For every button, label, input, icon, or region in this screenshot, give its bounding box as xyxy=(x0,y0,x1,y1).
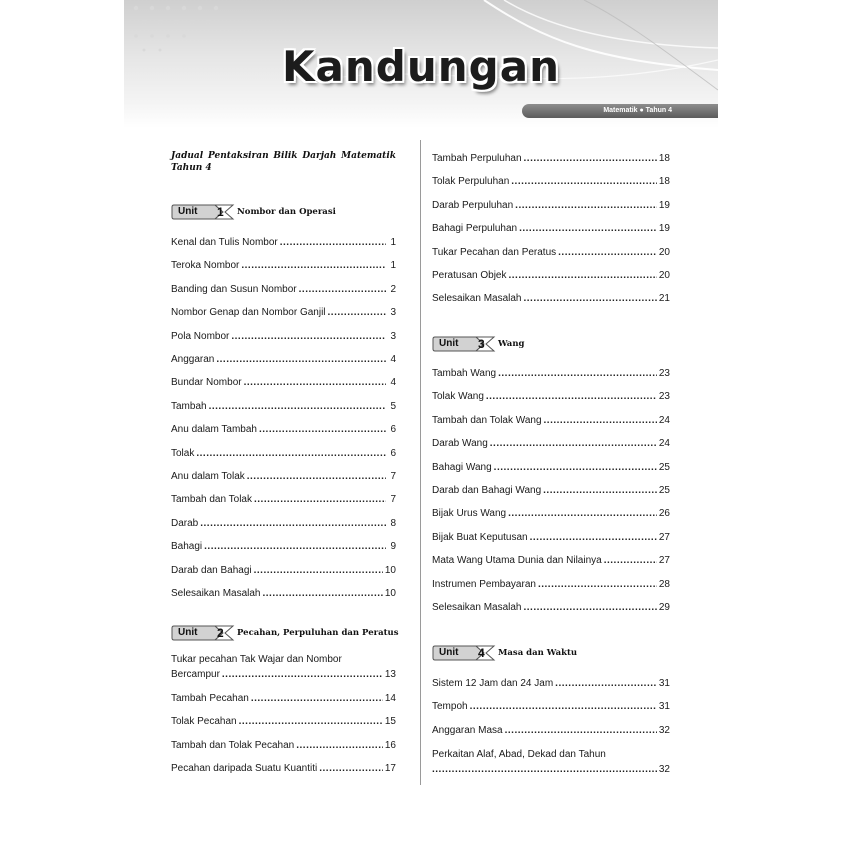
toc-page-number: 10 xyxy=(384,564,396,576)
toc-entry[interactable] xyxy=(171,515,396,529)
leader-dots xyxy=(247,472,386,482)
toc-page-number: 4 xyxy=(390,377,396,389)
toc-entry-label: Tukar pecahan Tak Wajar dan Nombor xyxy=(171,654,342,665)
unit-title: Masa dan Waktu xyxy=(498,648,578,658)
leader-dots xyxy=(470,702,657,712)
toc-entry[interactable] xyxy=(432,267,670,281)
toc-entry[interactable] xyxy=(432,482,670,496)
unit-badge xyxy=(171,625,235,641)
leader-dots xyxy=(254,566,383,576)
leader-dots xyxy=(216,355,386,365)
leader-dots xyxy=(200,519,386,529)
toc-page-number: 24 xyxy=(658,414,670,426)
toc-page-number: 31 xyxy=(658,701,670,713)
toc-entry[interactable] xyxy=(171,374,396,388)
leader-dots xyxy=(209,402,386,412)
toc-entry-label: Selesaikan Masalah xyxy=(432,602,522,613)
toc-entry[interactable] xyxy=(432,722,670,736)
toc-page-number: 31 xyxy=(658,678,670,689)
toc-page-number: 27 xyxy=(658,555,670,567)
toc-entry-label: Tambah Pecahan xyxy=(171,693,249,704)
toc-page-number: 9 xyxy=(390,541,396,553)
toc-entry[interactable] xyxy=(432,505,670,519)
toc-entry-label: Pola Nombor xyxy=(171,330,230,342)
toc-entry-label: Darab dan Bahagi xyxy=(171,564,252,576)
unit-header xyxy=(432,336,524,352)
toc-entry-label: Tempoh xyxy=(432,701,468,713)
leader-dots xyxy=(515,201,657,211)
toc-page-number: 3 xyxy=(390,330,396,342)
toc-entry-label-continued: Bercampur xyxy=(171,669,220,680)
leader-dots xyxy=(263,589,383,599)
toc-entry[interactable] xyxy=(171,445,396,459)
toc-entry-label: Tolak Pecahan xyxy=(171,716,237,728)
unit-header xyxy=(171,625,399,641)
toc-entry[interactable] xyxy=(171,654,396,680)
toc-page-number: 7 xyxy=(390,494,396,506)
toc-entry-label: Pecahan daripada Suatu Kuantiti xyxy=(171,763,318,775)
unit-title: Nombor dan Operasi xyxy=(237,207,336,217)
leader-dots xyxy=(222,670,383,680)
leader-dots xyxy=(604,556,657,566)
unit-title: Pecahan, Perpuluhan dan Peratus xyxy=(237,628,399,638)
toc-entry[interactable] xyxy=(432,388,670,402)
leader-dots xyxy=(509,271,657,281)
toc-entry[interactable] xyxy=(171,737,396,751)
toc-page-number: 29 xyxy=(658,602,670,613)
toc-page-number: 2 xyxy=(390,283,396,295)
leader-dots xyxy=(486,392,657,402)
leader-dots xyxy=(538,580,657,590)
leader-dots xyxy=(231,332,386,342)
toc-entry[interactable] xyxy=(432,150,670,164)
toc-entry-label: Tambah dan Tolak xyxy=(171,494,252,506)
toc-page-number: 19 xyxy=(658,199,670,211)
toc-page-number: 21 xyxy=(658,293,670,305)
toc-page-number: 6 xyxy=(390,447,396,459)
toc-entry-label: Darab xyxy=(171,517,199,529)
leader-dots xyxy=(259,425,386,435)
toc-entry[interactable] xyxy=(432,220,670,234)
toc-entry[interactable] xyxy=(432,529,670,543)
toc-page-number: 18 xyxy=(658,176,670,188)
toc-page-number: 27 xyxy=(658,531,670,543)
leader-dots xyxy=(319,764,383,774)
toc-entry-label: Anu dalam Tolak xyxy=(171,471,245,482)
toc-entry-label: Darab Wang xyxy=(432,438,488,450)
toc-entry[interactable] xyxy=(171,281,396,295)
leader-dots xyxy=(299,285,386,295)
toc-entry-label: Darab dan Bahagi Wang xyxy=(432,485,542,496)
leader-dots xyxy=(511,177,657,187)
leader-dots xyxy=(432,765,657,775)
toc-page-number: 1 xyxy=(390,237,396,248)
unit-badge xyxy=(432,336,496,352)
leader-dots xyxy=(519,224,657,234)
toc-entry[interactable] xyxy=(171,713,396,727)
toc-entry[interactable] xyxy=(432,244,670,258)
leader-dots xyxy=(196,449,386,459)
leader-dots xyxy=(239,717,383,727)
toc-entry-label: Mata Wang Utama Dunia dan Nilainya xyxy=(432,555,602,567)
toc-page-number: 3 xyxy=(390,307,396,319)
leader-dots xyxy=(524,294,657,304)
toc-entry[interactable] xyxy=(171,351,396,365)
toc-entry[interactable] xyxy=(171,421,396,435)
toc-entry-label: Banding dan Susun Nombor xyxy=(171,283,297,295)
leader-dots xyxy=(505,726,657,736)
toc-entry[interactable] xyxy=(432,435,670,449)
toc-page-number: 28 xyxy=(658,578,670,590)
toc-page-number: 8 xyxy=(390,517,396,529)
toc-page-number: 14 xyxy=(384,693,396,704)
unit-number: 1 xyxy=(217,205,224,219)
toc-entry[interactable] xyxy=(171,491,396,505)
unit-label: Unit xyxy=(439,338,459,349)
toc-entry-label: Tukar Pecahan dan Peratus xyxy=(432,246,557,258)
toc-entry[interactable] xyxy=(171,234,396,248)
toc-entry-label: Bijak Urus Wang xyxy=(432,508,507,520)
toc-entry-label: Bundar Nombor xyxy=(171,377,242,389)
unit-label: Unit xyxy=(439,647,459,658)
unit-header xyxy=(171,204,336,220)
toc-entry-label: Peratusan Objek xyxy=(432,270,507,281)
leader-dots xyxy=(543,486,657,496)
toc-entry-label: Anu dalam Tambah xyxy=(171,424,257,436)
toc-page-number: 13 xyxy=(384,669,396,680)
leader-dots xyxy=(524,603,657,613)
toc-page-number: 17 xyxy=(384,763,396,775)
toc-entry-label: Teroka Nombor xyxy=(171,260,240,272)
toc-entry-label: Selesaikan Masalah xyxy=(432,293,522,305)
toc-page-number: 7 xyxy=(390,471,396,482)
toc-entry-label: Tambah xyxy=(171,400,207,412)
toc-entry[interactable] xyxy=(432,197,670,211)
leader-dots xyxy=(530,533,657,543)
toc-page-number: 6 xyxy=(390,424,396,436)
toc-entry[interactable] xyxy=(432,173,670,187)
toc-entry-label: Bahagi Wang xyxy=(432,461,492,473)
toc-page-number: 25 xyxy=(658,485,670,496)
leader-dots xyxy=(328,308,386,318)
leader-dots xyxy=(524,154,657,164)
subject-tag: Matematik ● Tahun 4 xyxy=(522,104,718,118)
toc-entry[interactable] xyxy=(171,585,396,599)
toc-entry-label: Darab Perpuluhan xyxy=(432,199,514,211)
unit-number: 3 xyxy=(478,337,485,351)
toc-entry-label: Bahagi Perpuluhan xyxy=(432,223,518,235)
leader-dots xyxy=(254,495,386,505)
toc-page-number: 10 xyxy=(384,588,396,599)
toc-page-number: 4 xyxy=(390,354,396,365)
toc-entry[interactable] xyxy=(432,698,670,712)
toc-entry-label: Kenal dan Tulis Nombor xyxy=(171,237,278,248)
toc-entry-label: Sistem 12 Jam dan 24 Jam xyxy=(432,678,554,689)
leader-dots xyxy=(544,416,657,426)
unit-number: 4 xyxy=(478,646,485,660)
unit-label: Unit xyxy=(178,206,198,217)
unit-number: 2 xyxy=(217,626,224,640)
toc-entry[interactable] xyxy=(432,552,670,566)
toc-entry-label: Anggaran xyxy=(171,354,215,365)
toc-entry[interactable] xyxy=(432,599,670,613)
toc-entry-label: Tambah Wang xyxy=(432,368,497,379)
page-header xyxy=(124,0,718,128)
leader-dots xyxy=(494,463,657,473)
toc-entry-label: Bijak Buat Keputusan xyxy=(432,531,528,543)
toc-entry[interactable] xyxy=(171,328,396,342)
leader-dots xyxy=(555,679,657,689)
unit-header xyxy=(432,645,577,661)
toc-page-number: 26 xyxy=(658,508,670,520)
leader-dots xyxy=(296,741,383,751)
page-title: Kandungan xyxy=(282,42,560,91)
toc-entry-label: Anggaran Masa xyxy=(432,724,503,736)
toc-page-number: 1 xyxy=(390,260,396,272)
column-divider xyxy=(420,140,421,785)
toc-entry-label: Tolak xyxy=(171,447,195,459)
toc-entry-label: Tambah Perpuluhan xyxy=(432,153,522,164)
toc-page-number: 24 xyxy=(658,438,670,450)
intro-heading: Jadual Pentaksiran Bilik Darjah Matematik Tahun 4 xyxy=(171,151,396,173)
unit-title: Wang xyxy=(498,339,525,349)
toc-page-number: 23 xyxy=(658,391,670,403)
toc-entry[interactable] xyxy=(171,468,396,482)
toc-entry[interactable] xyxy=(171,760,396,774)
toc-entry[interactable] xyxy=(432,459,670,473)
leader-dots xyxy=(244,378,386,388)
toc-entry[interactable] xyxy=(432,365,670,379)
unit-badge xyxy=(432,645,496,661)
toc-entry[interactable] xyxy=(171,538,396,552)
toc-entry-label: Nombor Genap dan Nombor Ganjil xyxy=(171,307,326,319)
toc-entry-label: Instrumen Pembayaran xyxy=(432,578,536,590)
toc-entry-label: Tolak Perpuluhan xyxy=(432,176,510,188)
toc-page-number: 15 xyxy=(384,716,396,728)
toc-page-number: 20 xyxy=(658,270,670,281)
toc-entry-label: Selesaikan Masalah xyxy=(171,588,261,599)
leader-dots xyxy=(204,542,386,552)
toc-entry[interactable] xyxy=(432,412,670,426)
toc-entry[interactable] xyxy=(171,398,396,412)
toc-entry[interactable] xyxy=(432,675,670,689)
toc-page-number: 5 xyxy=(390,400,396,412)
toc-entry-label: Tolak Wang xyxy=(432,391,484,403)
toc-entry-label: Tambah dan Tolak Wang xyxy=(432,414,542,426)
toc-entry[interactable] xyxy=(171,257,396,271)
toc-entry[interactable] xyxy=(171,562,396,576)
toc-page-number: 25 xyxy=(658,461,670,473)
toc-page-number: 16 xyxy=(384,739,396,751)
unit-label: Unit xyxy=(178,627,198,638)
unit-badge xyxy=(171,204,235,220)
toc-page-number: 23 xyxy=(658,368,670,379)
leader-dots xyxy=(498,369,657,379)
leader-dots xyxy=(508,509,657,519)
toc-page-number: 19 xyxy=(658,223,670,235)
toc-entry-label: Perkaitan Alaf, Abad, Dekad dan Tahun xyxy=(432,749,606,760)
toc-entry-label: Tambah dan Tolak Pecahan xyxy=(171,739,295,751)
toc-entry[interactable] xyxy=(171,304,396,318)
toc-page-number: 20 xyxy=(658,246,670,258)
toc-page-number: 32 xyxy=(658,724,670,736)
toc-entry[interactable] xyxy=(432,576,670,590)
leader-dots xyxy=(490,439,657,449)
toc-entry-label: Bahagi xyxy=(171,541,203,553)
toc-entry[interactable] xyxy=(432,290,670,304)
leader-dots xyxy=(280,238,386,248)
leader-dots xyxy=(558,248,657,258)
leader-dots xyxy=(241,261,386,271)
toc-page-number: 32 xyxy=(658,764,670,775)
toc-page-number: 18 xyxy=(658,153,670,164)
contents-page xyxy=(124,0,718,842)
toc-entry[interactable] xyxy=(432,749,670,775)
toc-entry[interactable] xyxy=(171,690,396,704)
leader-dots xyxy=(251,694,383,704)
